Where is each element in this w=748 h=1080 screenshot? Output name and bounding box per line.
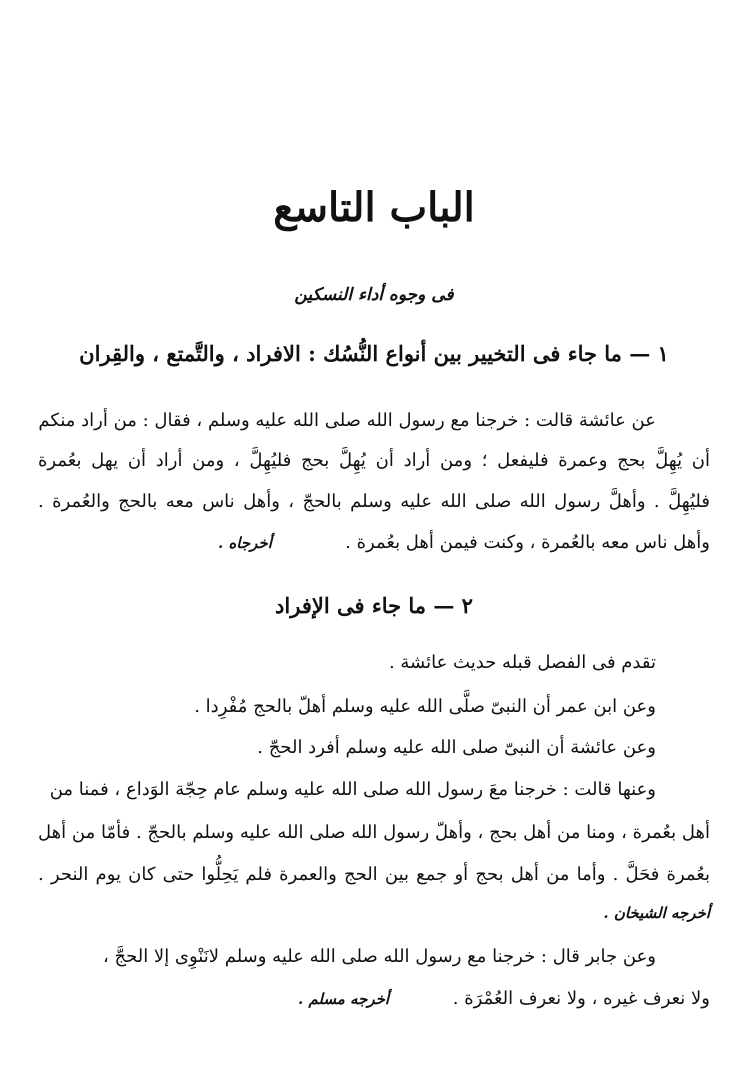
section-2-line-3: وعن عائشة أن النبىّ صلى الله عليه وسلم أفرد الحجّ . (257, 737, 656, 758)
section-2-line-2: وعن ابن عمر أن النبىّ صلَّى الله عليه وسلم أهلّ بالحج مُفْرِدا . (194, 696, 656, 717)
section-2-line-9: ولا نعرف غيره ، ولا نعرف العُمْرَة . (452, 988, 710, 1009)
section-2-line-1: تقدم فى الفصل قبله حديث عائشة . (388, 652, 656, 673)
section-1-title: ١ — ما جاء فى التخيير بين أنواع النُّسُك : الافراد ، والتَّمتع ، والقِران (79, 341, 669, 366)
section-1-line-2: أن يُهِلَّ بحج وعمرة فليفعل ؛ ومن أراد أن يُهِلَّ بحج فليُهِلَّ ، ومن أراد أن يهل بعُمرة (38, 450, 710, 471)
section-2-title: ٢ — ما جاء فى الإفراد (275, 593, 473, 618)
chapter-title: الباب التاسع (273, 184, 475, 231)
section-2-line-4: وعنها قالت : خرجنا معَ رسول الله صلى الله عليه وسلم عام حِجّة الوَداع ، فمنا من (49, 779, 656, 800)
section-2-line-5: أهل بعُمرة ، ومنا من أهل بحج ، وأهلّ رسول الله صلى الله عليه وسلم بالحجّ . فأمّا من أهل (38, 822, 710, 843)
section-2-line-6: بعُمرة فحَلَّ . وأما من أهل بحج أو جمع بين الحج والعمرة فلم يَحِلُّوا حتى كان يوم النحر . (38, 864, 710, 885)
section-1-line-1: عن عائشة قالت : خرجنا مع رسول الله صلى الله عليه وسلم ، فقال : من أراد منكم (38, 410, 656, 431)
section-1-reference: أخرجاه . (218, 534, 272, 552)
chapter-subtitle: فى وجوه أداء النسكين (294, 285, 454, 305)
section-2-line-8: وعن جابر قال : خرجنا مع رسول الله صلى الله عليه وسلم لانَنْوِى إلا الحجَّ ، (102, 946, 656, 967)
section-2-line-7: أخرجه الشيخان . (603, 904, 710, 922)
section-2-reference: أخرجه مسلم . (298, 990, 390, 1008)
section-1-line-3: فليُهِلَّ . وأهلَّ رسول الله صلى الله عليه وسلم بالحجّ ، وأهل ناس معه بالحج والعُمرة . (38, 491, 710, 512)
section-1-line-4: وأهل ناس معه بالعُمرة ، وكنت فيمن أهل بعُمرة . (345, 532, 710, 553)
